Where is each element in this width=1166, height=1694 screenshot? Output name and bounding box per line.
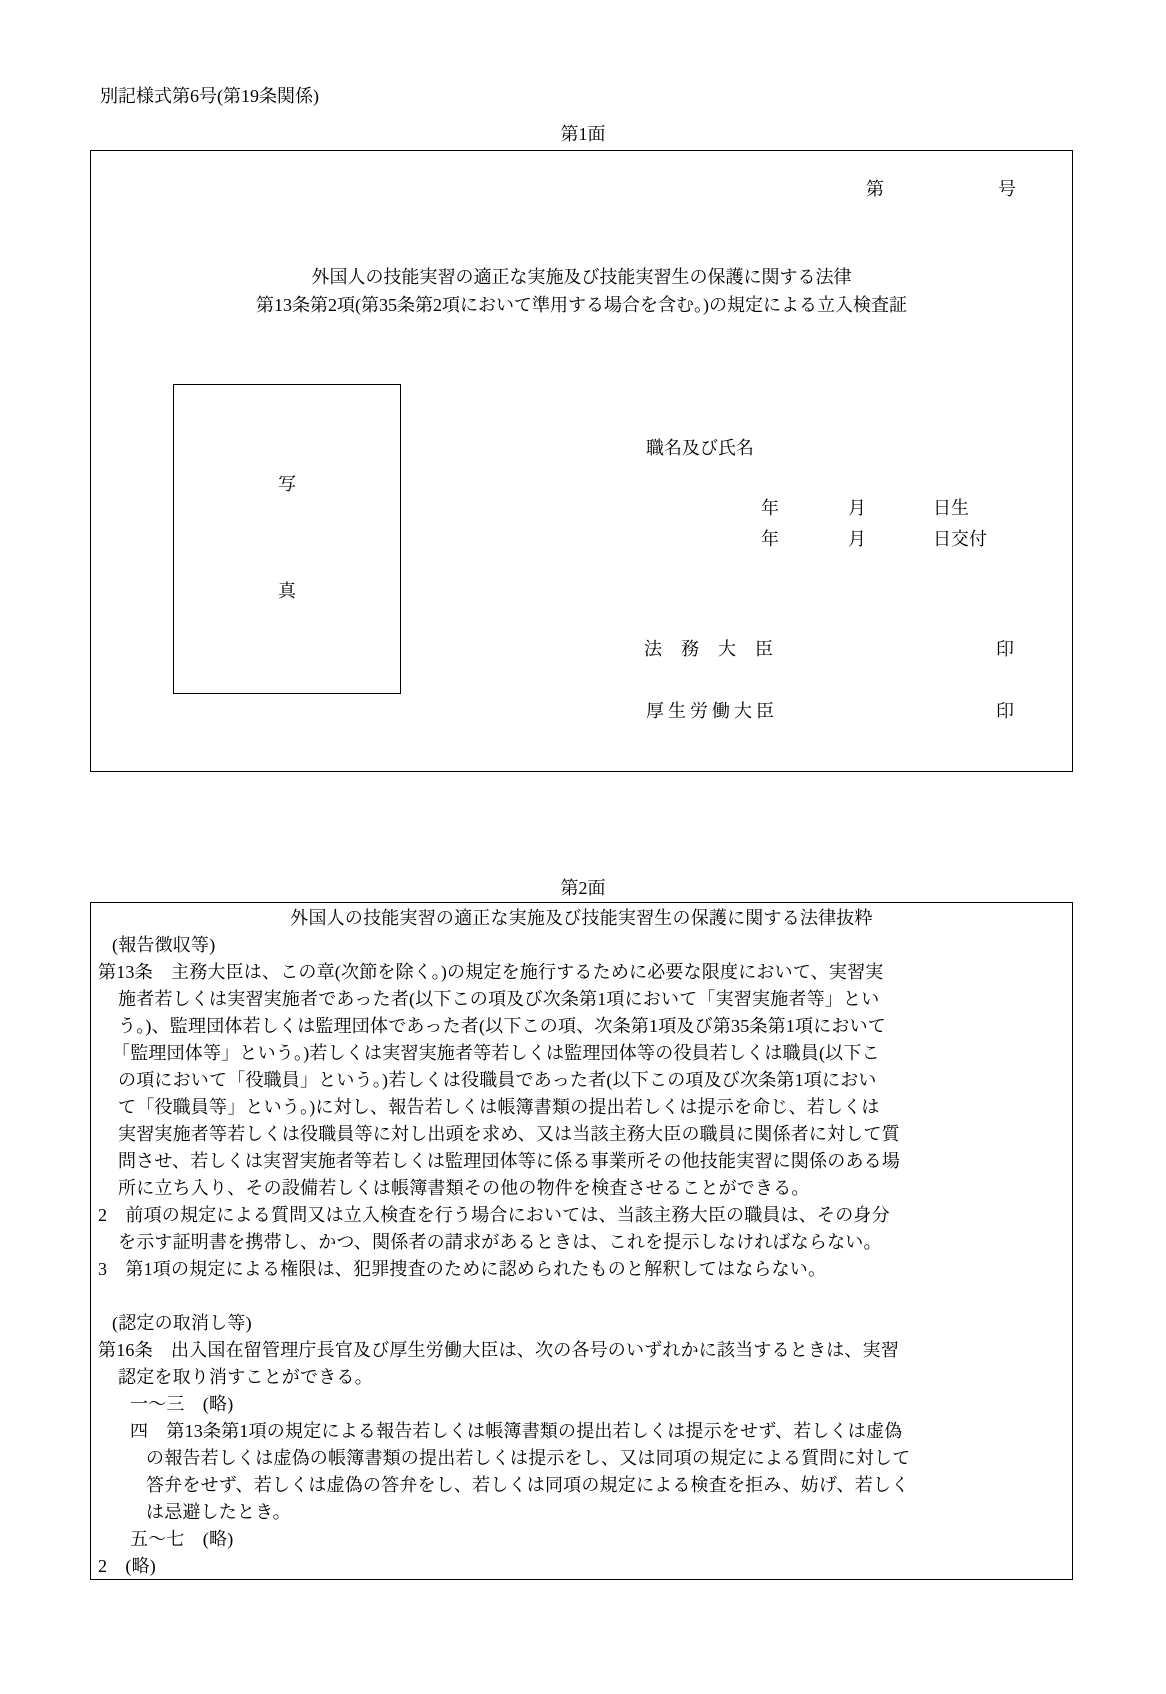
issue-year-label: 年 xyxy=(761,529,779,549)
legal-text-line: 一〜三 (略) xyxy=(130,1394,234,1414)
legal-text-line: て「役職員等」という。)に対し、報告若しくは帳簿書類の提出若しくは提示を命じ、若しくは xyxy=(118,1097,880,1117)
legal-text-line: う。)、監理団体若しくは監理団体であった者(以下この項、次条第1項及び第35条第1項において xyxy=(118,1016,887,1036)
photo-label-top: 写 xyxy=(278,474,296,494)
issue-month-label: 月 xyxy=(848,529,866,549)
title-and-name-label: 職名及び氏名 xyxy=(646,438,754,458)
photo-label-bottom: 真 xyxy=(278,581,296,601)
issue-date-row xyxy=(91,525,1072,552)
number-suffix: 号 xyxy=(998,179,1016,199)
number-prefix: 第 xyxy=(866,179,884,199)
legal-text-line: は忌避したとき。 xyxy=(146,1502,291,1522)
legal-text-line: 所に立ち入り、その設備若しくは帳簿書類その他の物件を検査させることができる。 xyxy=(118,1178,810,1198)
birth-day-label: 日生 xyxy=(933,498,969,518)
minister-of-health-row xyxy=(91,697,1072,727)
legal-text-line: 3 第1項の規定による権限は、犯罪捜査のために認められたものと解釈してはならない。 xyxy=(98,1259,827,1279)
page1-heading: 第1面 xyxy=(560,124,606,144)
minister-of-health-label: 厚生労働大臣 xyxy=(646,701,778,721)
legal-text-line: 五〜七 (略) xyxy=(130,1529,234,1549)
form-designation-label: 別記様式第6号(第19条関係) xyxy=(100,86,319,106)
legal-text-line: 施者若しくは実習実施者であった者(以下この項及び次条第1項において「実習実施者等」とい xyxy=(118,989,880,1009)
certificate-title-line1: 外国人の技能実習の適正な実施及び技能実習生の保護に関する法律 xyxy=(311,267,852,287)
health-seal-mark: 印 xyxy=(996,701,1014,721)
birth-date-row xyxy=(91,494,1072,521)
legal-excerpt-body xyxy=(91,905,1072,1580)
legal-text-line: 実習実施者等若しくは役職員等に対し出頭を求め、又は当該主務大臣の職員に関係者に対して質 xyxy=(118,1124,900,1144)
legal-text-line: 答弁をせず、若しくは虚偽の答弁をし、若しくは同項の規定による検査を拒み、妨げ、若しく xyxy=(146,1475,910,1495)
legal-text-line: 第13条 主務大臣は、この章(次節を除く。)の規定を施行するために必要な限度において、実習実 xyxy=(98,962,884,982)
legal-text-line: 「監理団体等」という。)若しくは実習実施者等若しくは監理団体等の役員若しくは職員(以下こ xyxy=(112,1043,880,1063)
certificate-title-line2: 第13条第2項(第35条第2項において準用する場合を含む。)の規定による立入検査証 xyxy=(256,295,907,315)
legal-text-line: 外国人の技能実習の適正な実施及び技能実習生の保護に関する法律抜粋 xyxy=(290,908,873,928)
birth-month-label: 月 xyxy=(848,498,866,518)
legal-text-line: 四 第13条第1項の規定による報告若しくは帳簿書類の提出若しくは提示をせず、若しくは虚偽 xyxy=(130,1421,903,1441)
legal-text-line: の報告若しくは虚偽の帳簿書類の提出若しくは提示をし、又は同項の規定による質問に対して xyxy=(146,1448,911,1468)
legal-text-line: 2 (略) xyxy=(98,1556,156,1576)
legal-text-line: 問させ、若しくは実習実施者等若しくは監理団体等に係る事業所その他技能実習に関係のある場 xyxy=(118,1151,901,1171)
certificate-title xyxy=(91,263,1072,319)
legal-text-line: 2 前項の規定による質問又は立入検査を行う場合においては、当該主務大臣の職員は、その身分 xyxy=(98,1205,890,1225)
legal-text-line: (報告徴収等) xyxy=(112,935,216,955)
legal-text-line: 第16条 出入国在留管理庁長官及び厚生労働大臣は、次の各号のいずれかに該当するときは、実習 xyxy=(98,1340,899,1360)
issue-day-label: 日交付 xyxy=(933,529,987,549)
minister-of-justice-label: 法務大臣 xyxy=(644,639,792,659)
certificate-box xyxy=(90,150,1073,772)
page2-heading: 第2面 xyxy=(560,878,606,898)
minister-of-justice-row xyxy=(91,635,1072,665)
legal-text-line xyxy=(98,1283,1065,1310)
legal-text-line: 認定を取り消すことができる。 xyxy=(118,1367,373,1387)
justice-seal-mark: 印 xyxy=(996,639,1014,659)
legal-text-line: (認定の取消し等) xyxy=(112,1313,252,1333)
legal-excerpt-box xyxy=(90,902,1073,1580)
birth-year-label: 年 xyxy=(761,498,779,518)
legal-text-line: を示す証明書を携帯し、かつ、関係者の請求があるときは、これを提示しなければならない。 xyxy=(118,1232,882,1252)
legal-text-line: の項において「役職員」という。)若しくは役職員であった者(以下この項及び次条第1項におい xyxy=(118,1070,877,1090)
certificate-number-line xyxy=(866,175,1016,201)
